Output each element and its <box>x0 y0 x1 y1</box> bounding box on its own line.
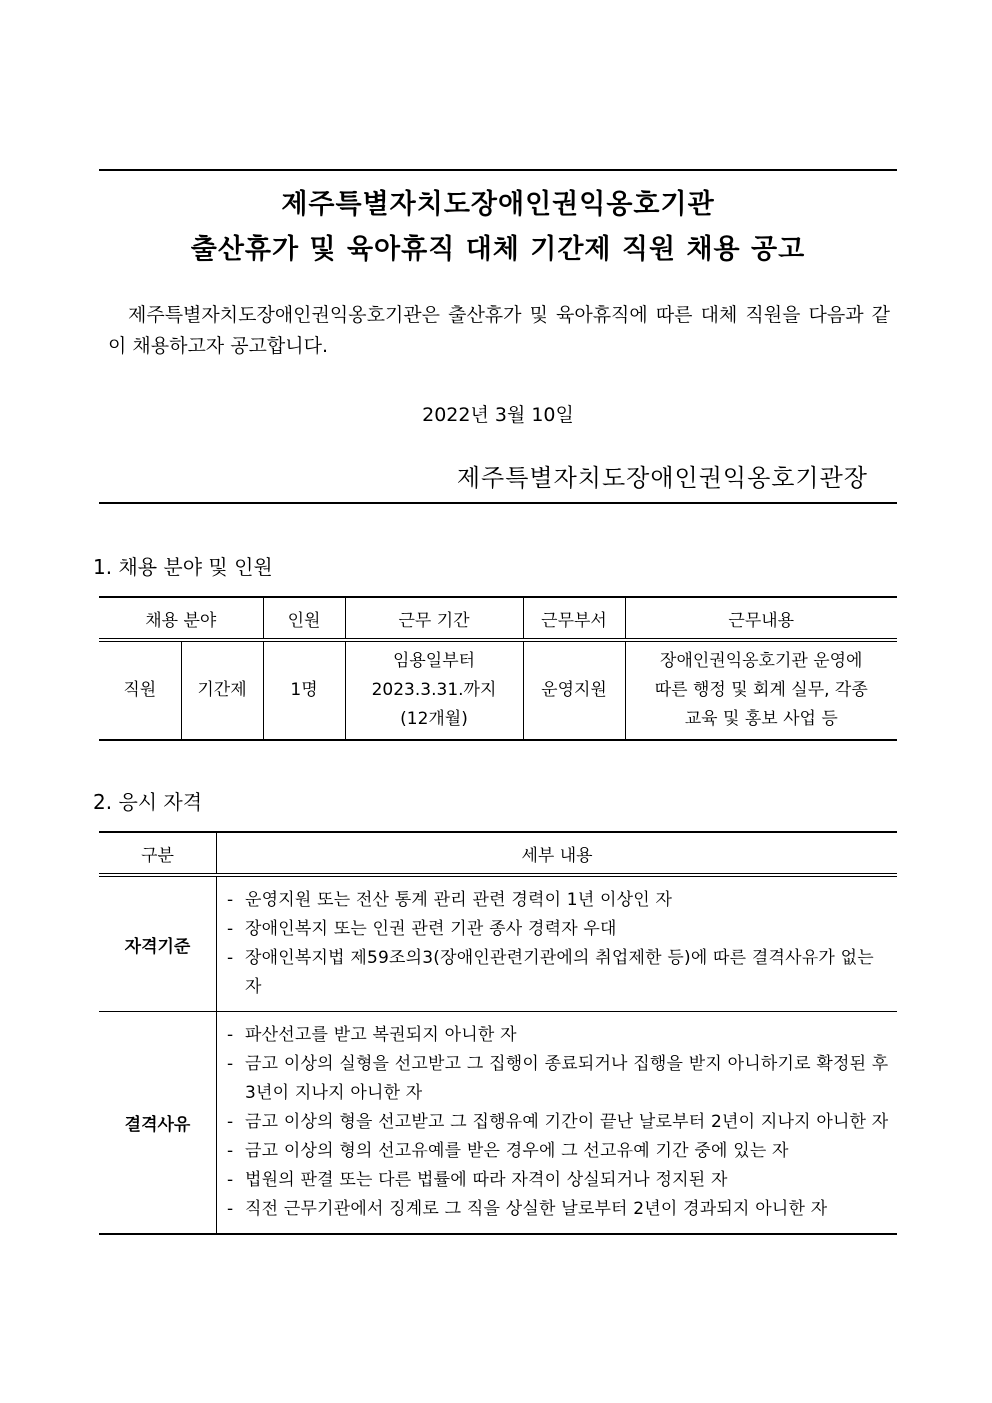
header-count: 인원 <box>263 597 345 640</box>
period-line-2: 2023.3.31.까지 <box>371 680 497 700</box>
table-row <box>99 1012 897 1235</box>
header-duties: 근무내용 <box>625 597 897 640</box>
list-item: - 직전 근무기관에서 징계로 그 직을 상실한 날로부터 2년이 경과되지 아니한 자 <box>227 1195 889 1224</box>
cell-period <box>345 640 523 740</box>
list-item: - 파산선고를 받고 복권되지 아니한 자 <box>227 1021 889 1050</box>
announcement-date: 2022년 3월 10일 <box>422 404 574 426</box>
recruitment-table <box>99 596 897 741</box>
table-row <box>99 875 897 1012</box>
list-item: - 금고 이상의 형의 선고유예를 받은 경우에 그 선고유예 기간 중에 있는 자 <box>227 1137 889 1166</box>
disqualifications-content <box>217 1012 898 1235</box>
list-item: - 금고 이상의 실형을 선고받고 그 집행이 종료되거나 집행을 받지 아니하기로 확정된 후 3년이 지나지 아니한 자 <box>227 1050 889 1108</box>
cell-field-a: 직원 <box>123 680 157 700</box>
duties-line-2: 따른 행정 및 회계 실무, 각종 <box>654 680 868 700</box>
intro-text: 제주특별자치도장애인권익옹호기관은 출산휴가 및 육아휴직에 따른 대체 직원을 다음과 같이 채용하고자 공고합니다. <box>108 304 890 357</box>
list-item: - 금고 이상의 형을 선고받고 그 집행유예 기간이 끝난 날로부터 2년이 지나지 아니한 자 <box>227 1108 889 1137</box>
duties-line-1: 장애인권익옹호기관 운영에 <box>660 651 863 671</box>
list-item: - 법원의 판결 또는 다른 법률에 따라 자격이 상실되거나 정지된 자 <box>227 1166 889 1195</box>
section-1-heading: 1. 채용 분야 및 인원 <box>93 555 273 579</box>
period-line-1: 임용일부터 <box>392 651 476 671</box>
disqualifications-list <box>227 1021 889 1224</box>
list-item: - 운영지원 또는 전산 통계 관리 관련 경력이 1년 이상인 자 <box>227 886 889 915</box>
cell-count: 1명 <box>263 640 345 740</box>
eligibility-table <box>99 831 897 1235</box>
header-field: 채용 분야 <box>99 597 263 640</box>
bottom-rule <box>99 502 897 504</box>
qualifications-list <box>227 886 889 1002</box>
list-item: - 장애인복지법 제59조의3(장애인관련기관에의 취업제한 등)에 따른 결격사유가 없는 자 <box>227 944 889 1002</box>
header-category: 구분 <box>99 832 217 875</box>
recruitment-table-header <box>99 597 897 640</box>
table-row <box>99 640 897 740</box>
header-dept: 근무부서 <box>523 597 625 640</box>
cell-field-b: 기간제 <box>181 640 263 740</box>
cell-dept: 운영지원 <box>523 640 625 740</box>
intro-paragraph <box>108 300 890 362</box>
header-period: 근무 기간 <box>345 597 523 640</box>
qualifications-label: 자격기준 <box>99 875 217 1012</box>
signature: 제주특별자치도장애인권익옹호기관장 <box>456 464 868 492</box>
title-line-2: 출산휴가 및 육아휴직 대체 기간제 직원 채용 공고 <box>190 234 806 265</box>
disqualifications-label: 결격사유 <box>99 1012 217 1235</box>
eligibility-table-header <box>99 832 897 875</box>
title-line-1: 제주특별자치도장애인권익옹호기관 <box>281 189 715 220</box>
section-2-heading: 2. 응시 자격 <box>93 790 203 814</box>
list-item: - 장애인복지 또는 인권 관련 기관 종사 경력자 우대 <box>227 915 889 944</box>
top-rule <box>99 169 897 171</box>
header-details: 세부 내용 <box>217 832 898 875</box>
qualifications-content <box>217 875 898 1012</box>
cell-duties <box>625 640 897 740</box>
period-line-3: (12개월) <box>400 709 468 729</box>
duties-line-3: 교육 및 홍보 사업 등 <box>684 709 838 729</box>
